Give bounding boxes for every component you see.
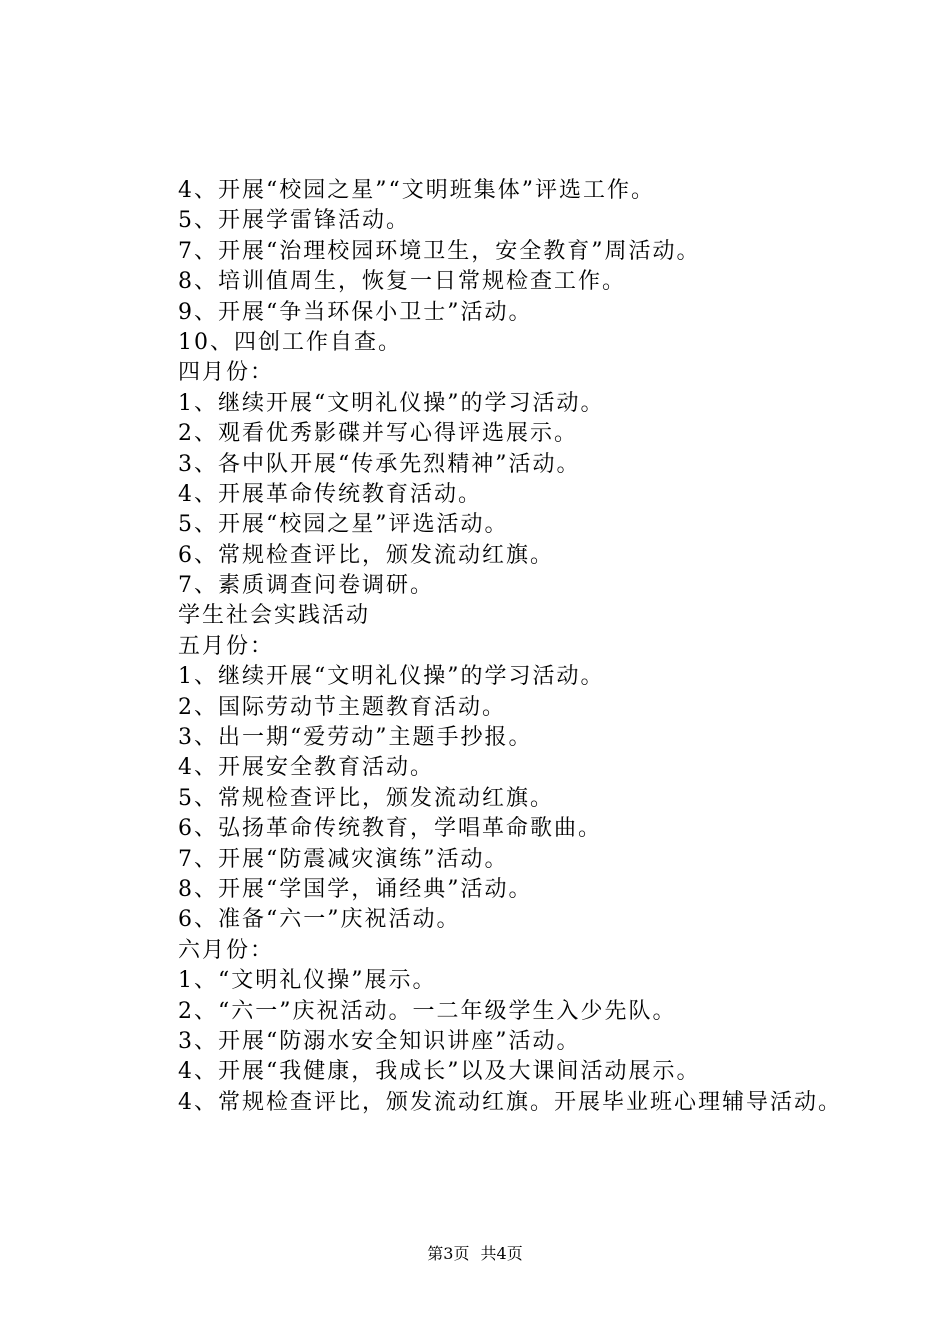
text-line: 7、开展“治理校园环境卫生，安全教育”周活动。 [178,238,701,264]
text-line: 4、开展“校园之星”“文明班集体”评选工作。 [178,178,655,203]
total-pages: 共4页 [480,1244,523,1263]
text-line: 7、开展“防震减灾演练”活动。 [178,846,509,872]
text-line: 4、开展“我健康，我成长”以及大课间活动展示。 [178,1059,701,1085]
text-line: 2、观看优秀影碟并写心得评选展示。 [178,421,578,447]
text-line: 6、弘扬革命传统教育，学唱革命歌曲。 [178,816,602,842]
text-line: 4、开展安全教育活动。 [178,755,434,781]
text-line: 1、“文明礼仪操”展示。 [178,968,437,994]
text-line: 6、准备“六一”庆祝活动。 [178,907,461,933]
text-line: 5、开展“校园之星”评选活动。 [178,512,509,538]
section-heading-april: 四月份： [178,360,275,386]
section-heading-june: 六月份： [178,937,275,963]
text-line: 5、开展学雷锋活动。 [178,208,410,234]
text-line: 5、常规检查评比，颁发流动红旗。 [178,785,554,811]
text-line: 6、常规检查评比，颁发流动红旗。 [178,542,554,568]
text-line: 2、“六一”庆祝活动。一二年级学生入少先队。 [178,998,677,1024]
text-line: 4、开展革命传统教育活动。 [178,481,482,507]
final-paragraph: 4、常规检查评比，颁发流动红旗。开展毕业班心理辅导活动。 [178,1089,842,1115]
page-footer [0,1244,950,1264]
text-line: 3、开展“防溺水安全知识讲座”活动。 [178,1028,581,1054]
text-line: 3、出一期“爱劳动”主题手抄报。 [178,725,533,751]
document-body [178,176,858,1118]
text-line: 1、继续开展“文明礼仪操”的学习活动。 [178,664,605,690]
text-line: 9、开展“争当环保小卫士”活动。 [178,299,533,325]
text-line: 8、培训值周生，恢复一日常规检查工作。 [178,269,626,295]
text-line: 7、素质调查问卷调研。 [178,573,434,599]
section-heading-may: 五月份： [178,633,275,659]
text-line: 2、国际劳动节主题教育活动。 [178,694,506,720]
section-heading-practice: 学生社会实践活动 [178,603,371,629]
text-line: 1、继续开展“文明礼仪操”的学习活动。 [178,390,605,416]
text-line: 8、开展“学国学，诵经典”活动。 [178,876,533,902]
page-number: 第3页 [427,1244,470,1263]
text-line: 10、四创工作自查。 [178,329,402,355]
text-line: 3、各中队开展“传承先烈精神”活动。 [178,451,581,477]
